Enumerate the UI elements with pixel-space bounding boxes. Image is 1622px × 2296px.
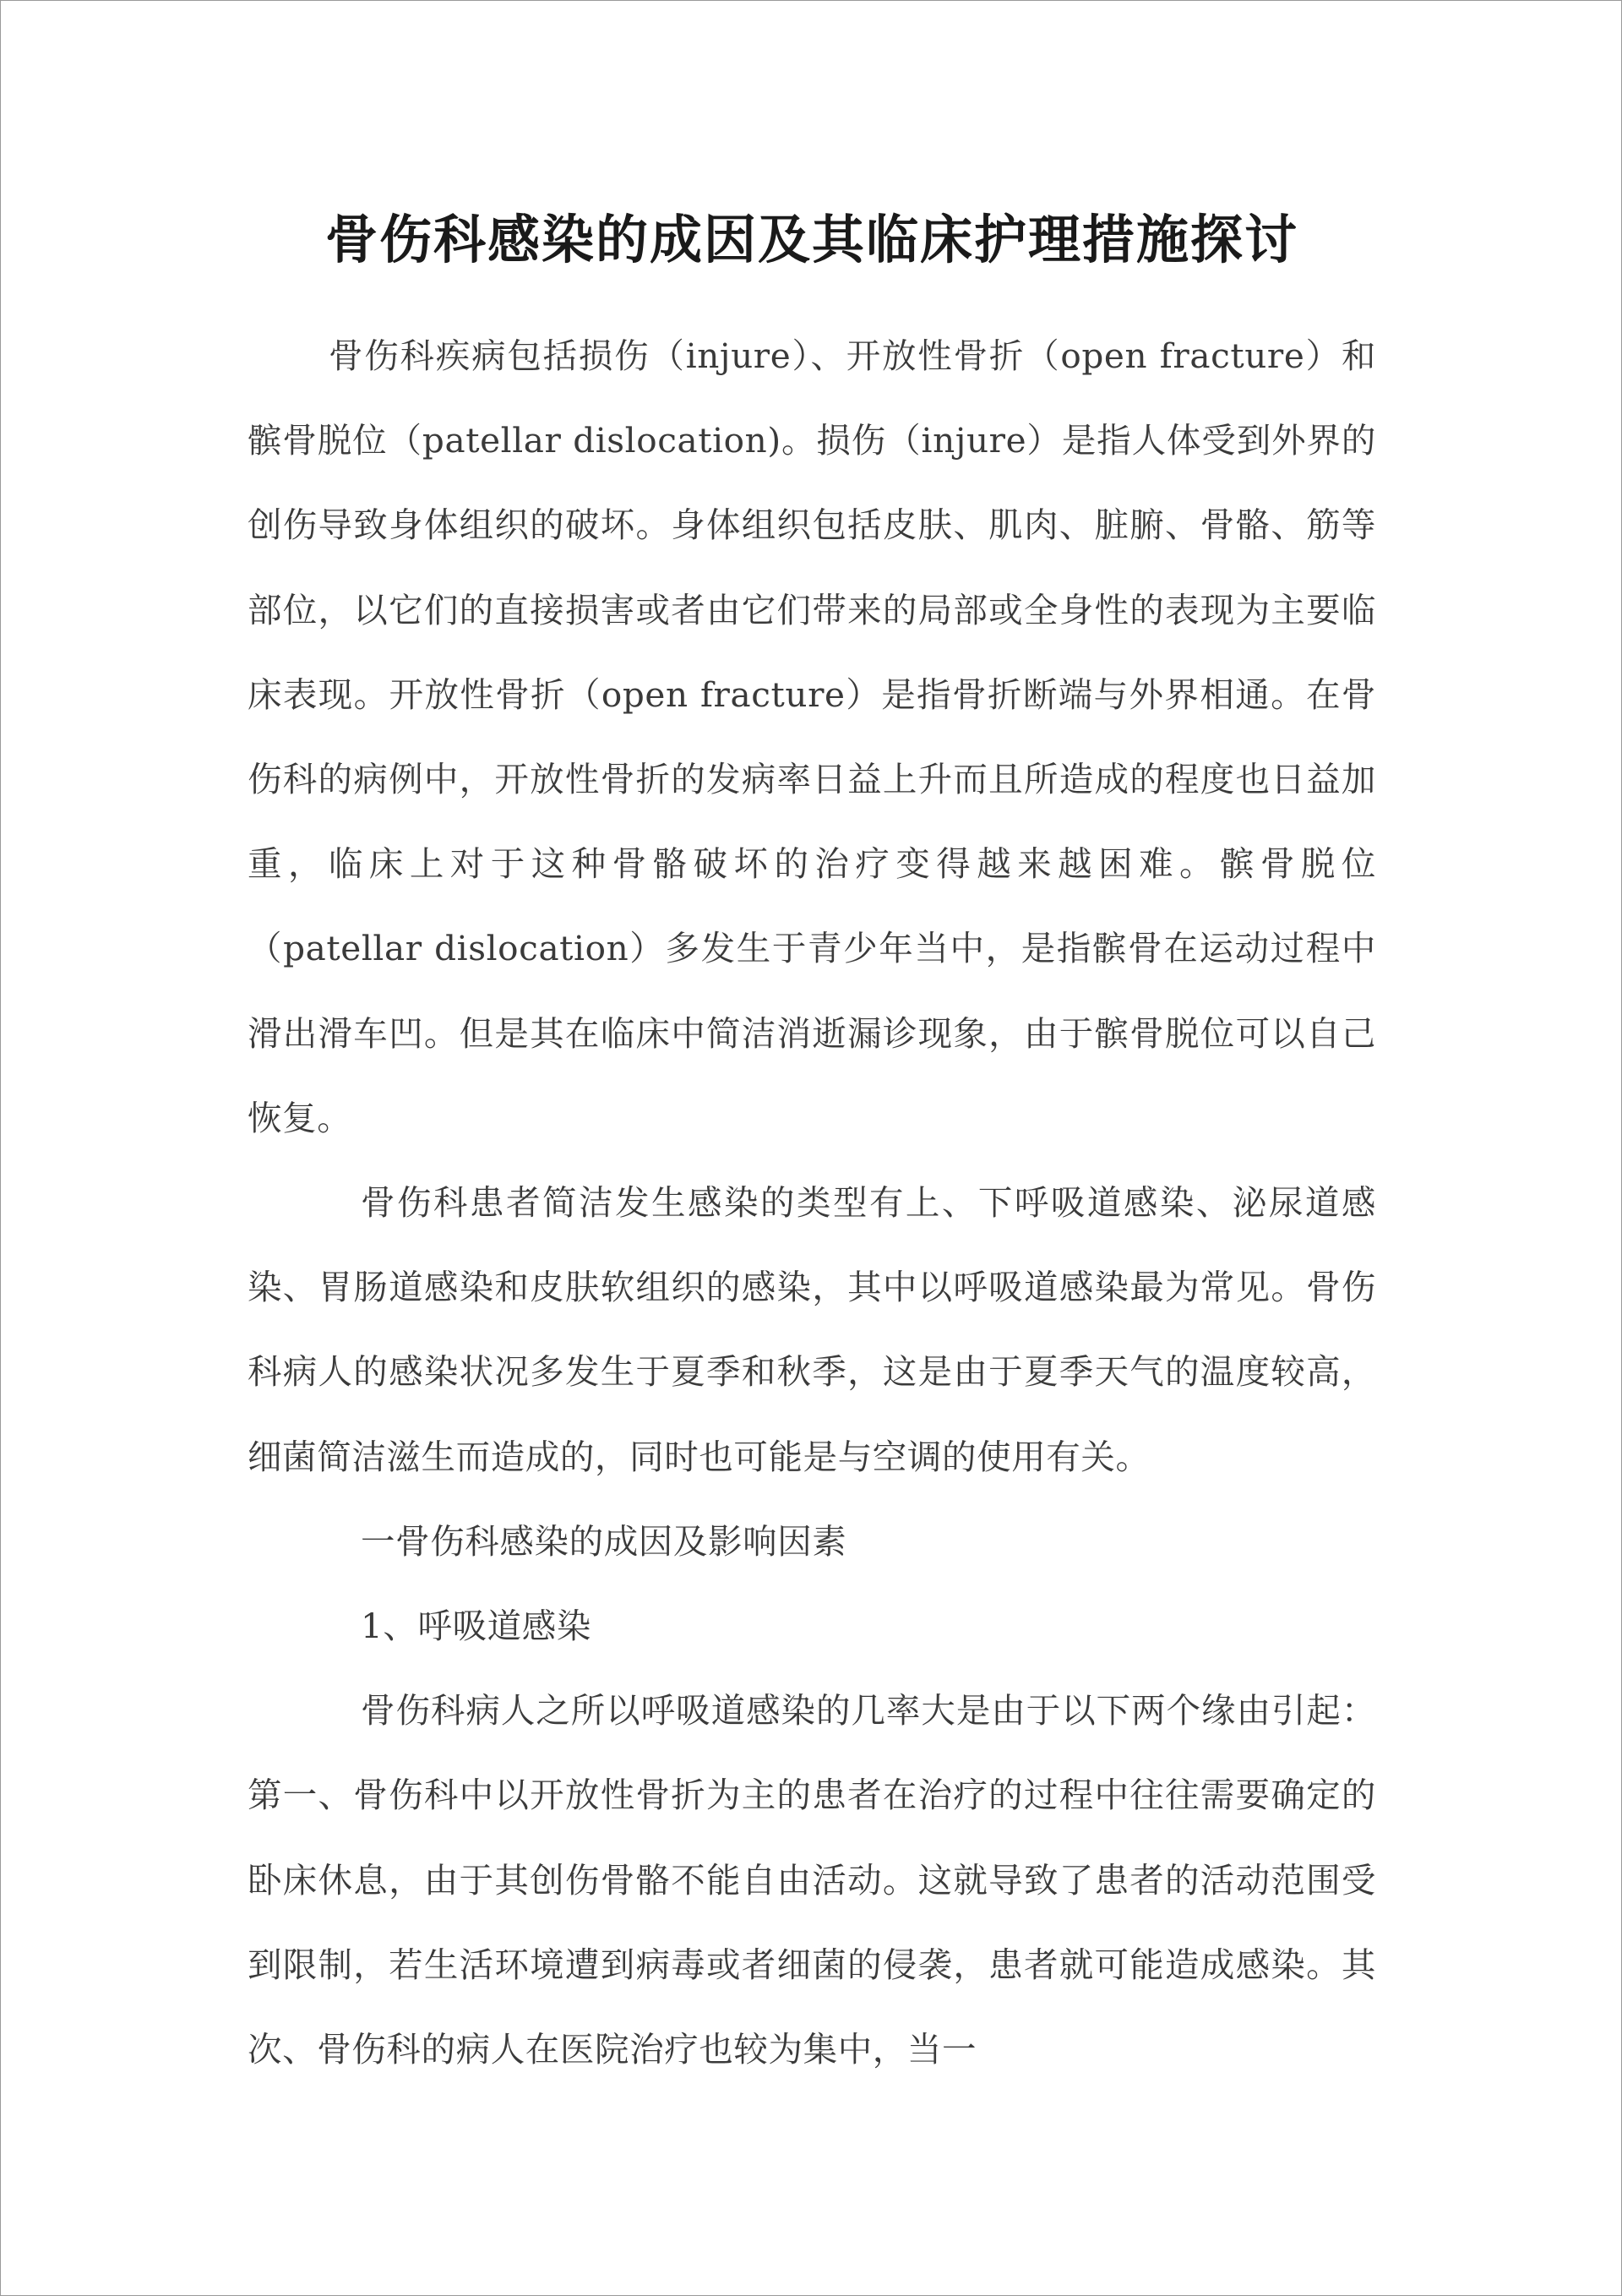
section-heading: 一骨伤科感染的成因及影响因素: [361, 1520, 847, 1562]
paragraph-2: 骨伤科患者简洁发生感染的类型有上、下呼吸道感染、泌尿道感染、胃肠道感染和皮肤软组织的感染，其中以呼吸道感染最为常见。骨伤科病人的感染状况多发生于夏季和秋季，这是由于夏季天气的温度较高，细菌简洁滋生而造成的，同时也可能是与空调的使用有关。: [248, 1182, 1376, 1477]
document-body: [248, 314, 1376, 2091]
document-title: 骨伤科感染的成因及其临床护理措施探讨: [324, 209, 1298, 270]
paragraph-1: 骨伤科疾病包括损伤（injure）、开放性骨折（open fracture）和髌骨脱位（patellar dislocation)。损伤（injure）是指人体受到外界的创伤导致身体组织的破坏。身体组织包括皮肤、肌肉、脏腑、骨骼、筋等部位，以它们的直接损害或者由它们带来的局部或全身性的表现为主要临床表现。开放性骨折（open fracture）是指骨折断端与外界相通。在骨伤科的病例中，开放性骨折的发病率日益上升而且所造成的程度也日益加重，临床上对于这种骨骼破坏的治疗变得越来越困难。髌骨脱位（patellar dislocation）多发生于青少年当中，是指髌骨在运动过程中滑出滑车凹。但是其在临床中简洁消逝漏诊现象，由于髌骨脱位可以自己恢复。: [248, 335, 1376, 1138]
subsection-heading: 1、呼吸道感染: [361, 1606, 591, 1647]
paragraph-3: 骨伤科病人之所以呼吸道感染的几率大是由于以下两个缘由引起：第一、骨伤科中以开放性骨折为主的患者在治疗的过程中往往需要确定的卧床休息，由于其创伤骨骼不能自由活动。这就导致了患者的活动范围受到限制，若生活环境遭到病毒或者细菌的侵袭，患者就可能造成感染。其次、骨伤科的病人在医院治疗也较为集中，当一: [248, 1690, 1376, 2070]
